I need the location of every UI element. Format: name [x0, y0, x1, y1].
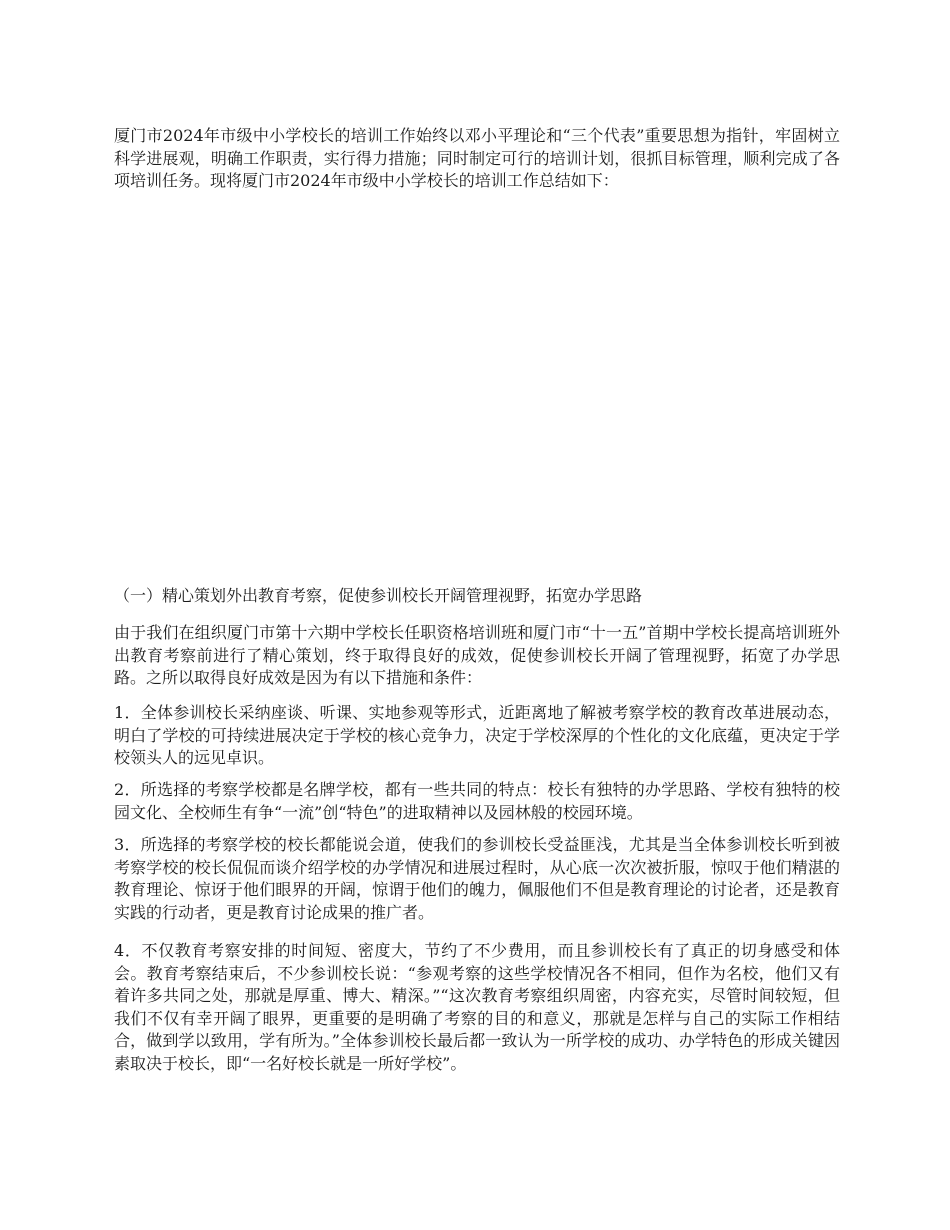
section-body-paragraph: 由于我们在组织厦门市第十六期中学校长任职资格培训班和厦门市“十一五”首期中学校长提高培训班外出教育考察前进行了精心策划，终于取得良好的成效，促使参训校长开阔了管理视野，拓宽了办学思路。之所以取得良好成效是因为有以下措施和条件： — [114, 623, 840, 687]
intro-paragraph: 厦门市2024年市级中小学校长的培训工作始终以邓小平理论和“三个代表”重要思想为指针，牢固树立科学进展观，明确工作职责，实行得力措施；同时制定可行的培训计划，很抓目标管理，顺利完成了各项培训任务。现将厦门市2024年市级中小学校长的培训工作总结如下： — [114, 126, 840, 190]
list-item: 1．全体参训校长采纳座谈、听课、实地参观等形式，近距离地了解被考察学校的教育改革进展动态，明白了学校的可持续进展决定于学校的核心竞争力，决定于学校深厚的个性化的文化底蕴，更决定于学校领头人的远见卓识。 — [114, 703, 840, 767]
list-item: 2．所选择的考察学校都是名牌学校，都有一些共同的特点：校长有独特的办学思路、学校有独特的校园文化、全校师生有争“一流”创“特色”的进取精神以及园林般的校园环境。 — [114, 780, 840, 822]
list-item: 3．所选择的考察学校的校长都能说会道，使我们的参训校长受益匪浅，尤其是当全体参训校长听到被考察学校的校长侃侃而谈介绍学校的办学情况和进展过程时，从心底一次次被折服，惊叹于他们精湛的教育理论、惊讶于他们眼界的开阔，惊谓于他们的魄力，佩服他们不但是教育理论的讨论者，还是教育实践的行动者，更是教育讨论成果的推广者。 — [114, 835, 840, 922]
list-item: 4．不仅教育考察安排的时间短、密度大，节约了不少费用，而且参训校长有了真正的切身感受和体会。教育考察结束后，不少参训校长说：“参观考察的这些学校情况各不相同，但作为名校，他们又有着许多共同之处，那就是厚重、博大、精深。”“这次教育考察组织周密，内容充实，尽管时间较短，但我们不仅有幸开阔了眼界，更重要的是明确了考察的目的和意义，那就是怎样与自己的实际工作相结合，做到学以致用，学有所为。”全体参训校长最后都一致认为一所学校的成功、办学特色的形成关键因素取决于校长，即“一名好校长就是一所好学校”。 — [114, 941, 840, 1073]
section-heading: （一）精心策划外出教育考察，促使参训校长开阔管理视野，拓宽办学思路 — [114, 586, 643, 605]
